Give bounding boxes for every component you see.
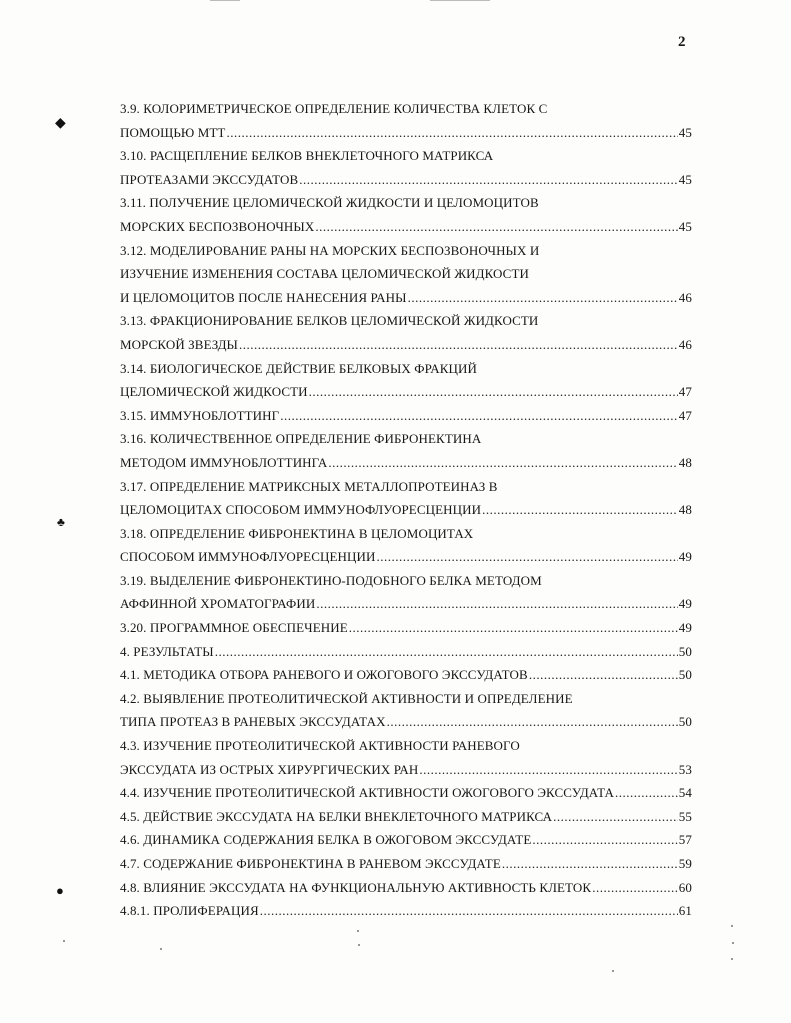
toc-entry bbox=[120, 451, 692, 475]
scan-artifact bbox=[210, 0, 240, 1]
table-of-contents bbox=[120, 97, 692, 923]
toc-entry bbox=[120, 616, 692, 640]
toc-entry bbox=[120, 640, 692, 664]
dot-leader bbox=[482, 498, 678, 522]
toc-entry bbox=[120, 781, 692, 805]
toc-entry bbox=[120, 828, 692, 852]
scan-speck bbox=[612, 970, 614, 972]
toc-entry-text: МЕТОДОМ ИММУНОБЛОТТИНГА bbox=[120, 454, 328, 470]
dot-leader bbox=[376, 545, 677, 569]
toc-entry-page: 45 bbox=[678, 171, 692, 187]
toc-entry-text: 3.12. МОДЕЛИРОВАНИЕ РАНЫ НА МОРСКИХ БЕСПОЗВОНОЧНЫХ И bbox=[120, 242, 540, 258]
toc-entry-page: 48 bbox=[678, 502, 692, 518]
toc-entry-text: 3.16. КОЛИЧЕСТВЕННОЕ ОПРЕДЕЛЕНИЕ ФИБРОНЕКТИНА bbox=[120, 431, 482, 447]
toc-entry-page: 45 bbox=[678, 218, 692, 234]
scan-artifact bbox=[430, 0, 490, 1]
toc-entry-page: 49 bbox=[678, 596, 692, 612]
dot-leader bbox=[226, 121, 677, 145]
dot-leader bbox=[532, 828, 677, 852]
toc-entry-text: 3.18. ОПРЕДЕЛЕНИЕ ФИБРОНЕКТИНА В ЦЕЛОМОЦИТАХ bbox=[120, 525, 474, 541]
toc-entry bbox=[120, 191, 692, 215]
toc-entry bbox=[120, 545, 692, 569]
toc-entry-text: ЦЕЛОМИЧЕСКОЙ ЖИДКОСТИ bbox=[120, 384, 308, 400]
toc-entry-page: 49 bbox=[678, 549, 692, 565]
toc-entry-text: 4.3. ИЗУЧЕНИЕ ПРОТЕОЛИТИЧЕСКОЙ АКТИВНОСТИ РАНЕВОГО bbox=[120, 738, 520, 754]
toc-entry bbox=[120, 569, 692, 593]
dot-leader bbox=[215, 640, 678, 664]
toc-entry-text: 3.17. ОПРЕДЕЛЕНИЕ МАТРИКСНЫХ МЕТАЛЛОПРОТЕИНАЗ В bbox=[120, 478, 498, 494]
toc-entry bbox=[120, 357, 692, 381]
toc-entry bbox=[120, 144, 692, 168]
toc-entry bbox=[120, 286, 692, 310]
dot-leader bbox=[309, 380, 678, 404]
toc-entry-text: ПОМОЩЬЮ МТТ bbox=[120, 124, 226, 140]
scan-speck bbox=[63, 940, 65, 942]
scan-speck bbox=[160, 948, 162, 950]
page-number: 2 bbox=[678, 34, 686, 50]
toc-entry bbox=[120, 592, 692, 616]
dot-leader bbox=[553, 805, 678, 829]
dot-leader bbox=[419, 758, 677, 782]
toc-entry-text: 3.14. БИОЛОГИЧЕСКОЕ ДЕЙСТВИЕ БЕЛКОВЫХ ФРАКЦИЙ bbox=[120, 360, 477, 376]
toc-entry bbox=[120, 215, 692, 239]
toc-entry-page: 60 bbox=[678, 879, 692, 895]
toc-entry-text: МОРСКИХ БЕСПОЗВОНОЧНЫХ bbox=[120, 218, 315, 234]
toc-entry bbox=[120, 404, 692, 428]
toc-entry-text: 4. РЕЗУЛЬТАТЫ bbox=[120, 643, 214, 659]
toc-entry bbox=[120, 710, 692, 734]
toc-entry-page: 50 bbox=[678, 643, 692, 659]
toc-entry-page: 50 bbox=[678, 714, 692, 730]
toc-entry-page: 59 bbox=[678, 856, 692, 871]
dot-leader bbox=[502, 852, 678, 876]
toc-entry-text: 3.20. ПРОГРАММНОЕ ОБЕСПЕЧЕНИЕ bbox=[120, 620, 348, 636]
toc-entry-text: 3.11. ПОЛУЧЕНИЕ ЦЕЛОМИЧЕСКОЙ ЖИДКОСТИ И ЦЕЛОМОЦИТОВ bbox=[120, 195, 539, 211]
dot-leader bbox=[260, 899, 678, 923]
toc-entry bbox=[120, 805, 692, 829]
toc-entry-text: 4.4. ИЗУЧЕНИЕ ПРОТЕОЛИТИЧЕСКОЙ АКТИВНОСТИ ОЖОГОВОГО ЭКССУДАТА bbox=[120, 785, 615, 801]
dot-leader bbox=[615, 781, 678, 805]
diamond-mark: ◆ bbox=[55, 116, 66, 131]
toc-entry bbox=[120, 852, 692, 876]
scan-speck bbox=[731, 958, 733, 960]
scan-speck bbox=[357, 930, 359, 932]
toc-entry-text: 3.13. ФРАКЦИОНИРОВАНИЕ БЕЛКОВ ЦЕЛОМИЧЕСКОЙ ЖИДКОСТИ bbox=[120, 313, 539, 329]
toc-entry bbox=[120, 97, 692, 121]
toc-entry bbox=[120, 309, 692, 333]
toc-entry-page: 49 bbox=[678, 620, 692, 636]
blot-mark: ● bbox=[56, 883, 64, 898]
toc-entry-text: 4.5. ДЕЙСТВИЕ ЭКССУДАТА НА БЕЛКИ ВНЕКЛЕТОЧНОГО МАТРИКСА bbox=[120, 808, 553, 824]
toc-entry-text: 3.10. РАСЩЕПЛЕНИЕ БЕЛКОВ ВНЕКЛЕТОЧНОГО МАТРИКСА bbox=[120, 148, 494, 164]
toc-entry-text: 3.19. ВЫДЕЛЕНИЕ ФИБРОНЕКТИНО-ПОДОБНОГО БЕЛКА МЕТОДОМ bbox=[120, 572, 542, 588]
dot-leader bbox=[280, 404, 678, 428]
toc-entry-text: ИЗУЧЕНИЕ ИЗМЕНЕНИЯ СОСТАВА ЦЕЛОМИЧЕСКОЙ ЖИДКОСТИ bbox=[120, 266, 529, 282]
toc-entry-page: 47 bbox=[678, 384, 692, 400]
toc-entry bbox=[120, 168, 692, 192]
toc-entry-text: 4.8. ВЛИЯНИЕ ЭКССУДАТА НА ФУНКЦИОНАЛЬНУЮ АКТИВНОСТЬ КЛЕТОК bbox=[120, 879, 592, 895]
toc-entry bbox=[120, 522, 692, 546]
dot-leader bbox=[349, 616, 678, 640]
toc-entry-page: 53 bbox=[678, 761, 692, 777]
scan-speck bbox=[732, 942, 734, 944]
toc-entry bbox=[120, 380, 692, 404]
dot-leader bbox=[529, 663, 678, 687]
toc-entry bbox=[120, 498, 692, 522]
dot-leader bbox=[315, 215, 677, 239]
toc-entry-text: ЦЕЛОМОЦИТАХ СПОСОБОМ ИММУНОФЛУОРЕСЦЕНЦИИ bbox=[120, 502, 482, 518]
dot-leader bbox=[592, 876, 678, 900]
toc-entry-text: ЭКССУДАТА ИЗ ОСТРЫХ ХИРУРГИЧЕСКИХ РАН bbox=[120, 761, 419, 777]
toc-entry-page: 57 bbox=[678, 832, 692, 848]
dot-leader bbox=[299, 168, 678, 192]
toc-entry-text: 4.7. СОДЕРЖАНИЕ ФИБРОНЕКТИНА В РАНЕВОМ ЭКССУДАТЕ bbox=[120, 856, 501, 871]
toc-entry-text: 4.6. ДИНАМИКА СОДЕРЖАНИЯ БЕЛКА В ОЖОГОВОМ ЭКССУДАТЕ bbox=[120, 832, 532, 848]
dot-leader bbox=[316, 592, 677, 616]
toc-entry bbox=[120, 262, 692, 286]
scan-speck bbox=[358, 944, 360, 946]
dot-leader bbox=[387, 710, 678, 734]
toc-entry-text: СПОСОБОМ ИММУНОФЛУОРЕСЦЕНЦИИ bbox=[120, 549, 376, 565]
toc-entry bbox=[120, 734, 692, 758]
toc-entry-page: 50 bbox=[678, 667, 692, 683]
toc-entry bbox=[120, 876, 692, 900]
toc-entry bbox=[120, 687, 692, 711]
toc-entry-text: ТИПА ПРОТЕАЗ В РАНЕВЫХ ЭКССУДАТАХ bbox=[120, 714, 386, 730]
toc-entry-text: 3.15. ИММУНОБЛОТТИНГ bbox=[120, 407, 280, 423]
toc-entry bbox=[120, 475, 692, 499]
dot-leader bbox=[239, 333, 678, 357]
toc-entry bbox=[120, 899, 692, 923]
toc-entry-text: И ЦЕЛОМОЦИТОВ ПОСЛЕ НАНЕСЕНИЯ РАНЫ bbox=[120, 289, 407, 305]
toc-entry bbox=[120, 239, 692, 263]
toc-entry-page: 46 bbox=[678, 336, 692, 352]
toc-entry-text: 4.8.1. ПРОЛИФЕРАЦИЯ bbox=[120, 903, 259, 919]
toc-entry bbox=[120, 663, 692, 687]
toc-entry bbox=[120, 427, 692, 451]
toc-entry-page: 47 bbox=[678, 407, 692, 423]
toc-entry-text: 3.9. КОЛОРИМЕТРИЧЕСКОЕ ОПРЕДЕЛЕНИЕ КОЛИЧЕСТВА КЛЕТОК С bbox=[120, 101, 548, 116]
toc-entry-page: 46 bbox=[678, 289, 692, 305]
toc-entry bbox=[120, 333, 692, 357]
toc-entry-text: 4.1. МЕТОДИКА ОТБОРА РАНЕВОГО И ОЖОГОВОГО ЭКССУДАТОВ bbox=[120, 667, 528, 683]
toc-entry-page: 48 bbox=[678, 454, 692, 470]
toc-entry-text: АФФИННОЙ ХРОМАТОГРАФИИ bbox=[120, 596, 316, 612]
toc-entry bbox=[120, 758, 692, 782]
toc-entry-page: 54 bbox=[678, 785, 692, 801]
blot-mark: ♣ bbox=[57, 515, 65, 529]
toc-entry-text: МОРСКОЙ ЗВЕЗДЫ bbox=[120, 336, 238, 352]
toc-entry-page: 61 bbox=[678, 903, 692, 919]
toc-entry-page: 45 bbox=[678, 124, 692, 140]
toc-entry bbox=[120, 121, 692, 145]
scan-speck bbox=[731, 925, 733, 927]
toc-entry-text: 4.2. ВЫЯВЛЕНИЕ ПРОТЕОЛИТИЧЕСКОЙ АКТИВНОСТИ И ОПРЕДЕЛЕНИЕ bbox=[120, 690, 573, 706]
dot-leader bbox=[408, 286, 678, 310]
dot-leader bbox=[328, 451, 677, 475]
toc-entry-text: ПРОТЕАЗАМИ ЭКССУДАТОВ bbox=[120, 171, 299, 187]
toc-entry-page: 55 bbox=[678, 808, 692, 824]
